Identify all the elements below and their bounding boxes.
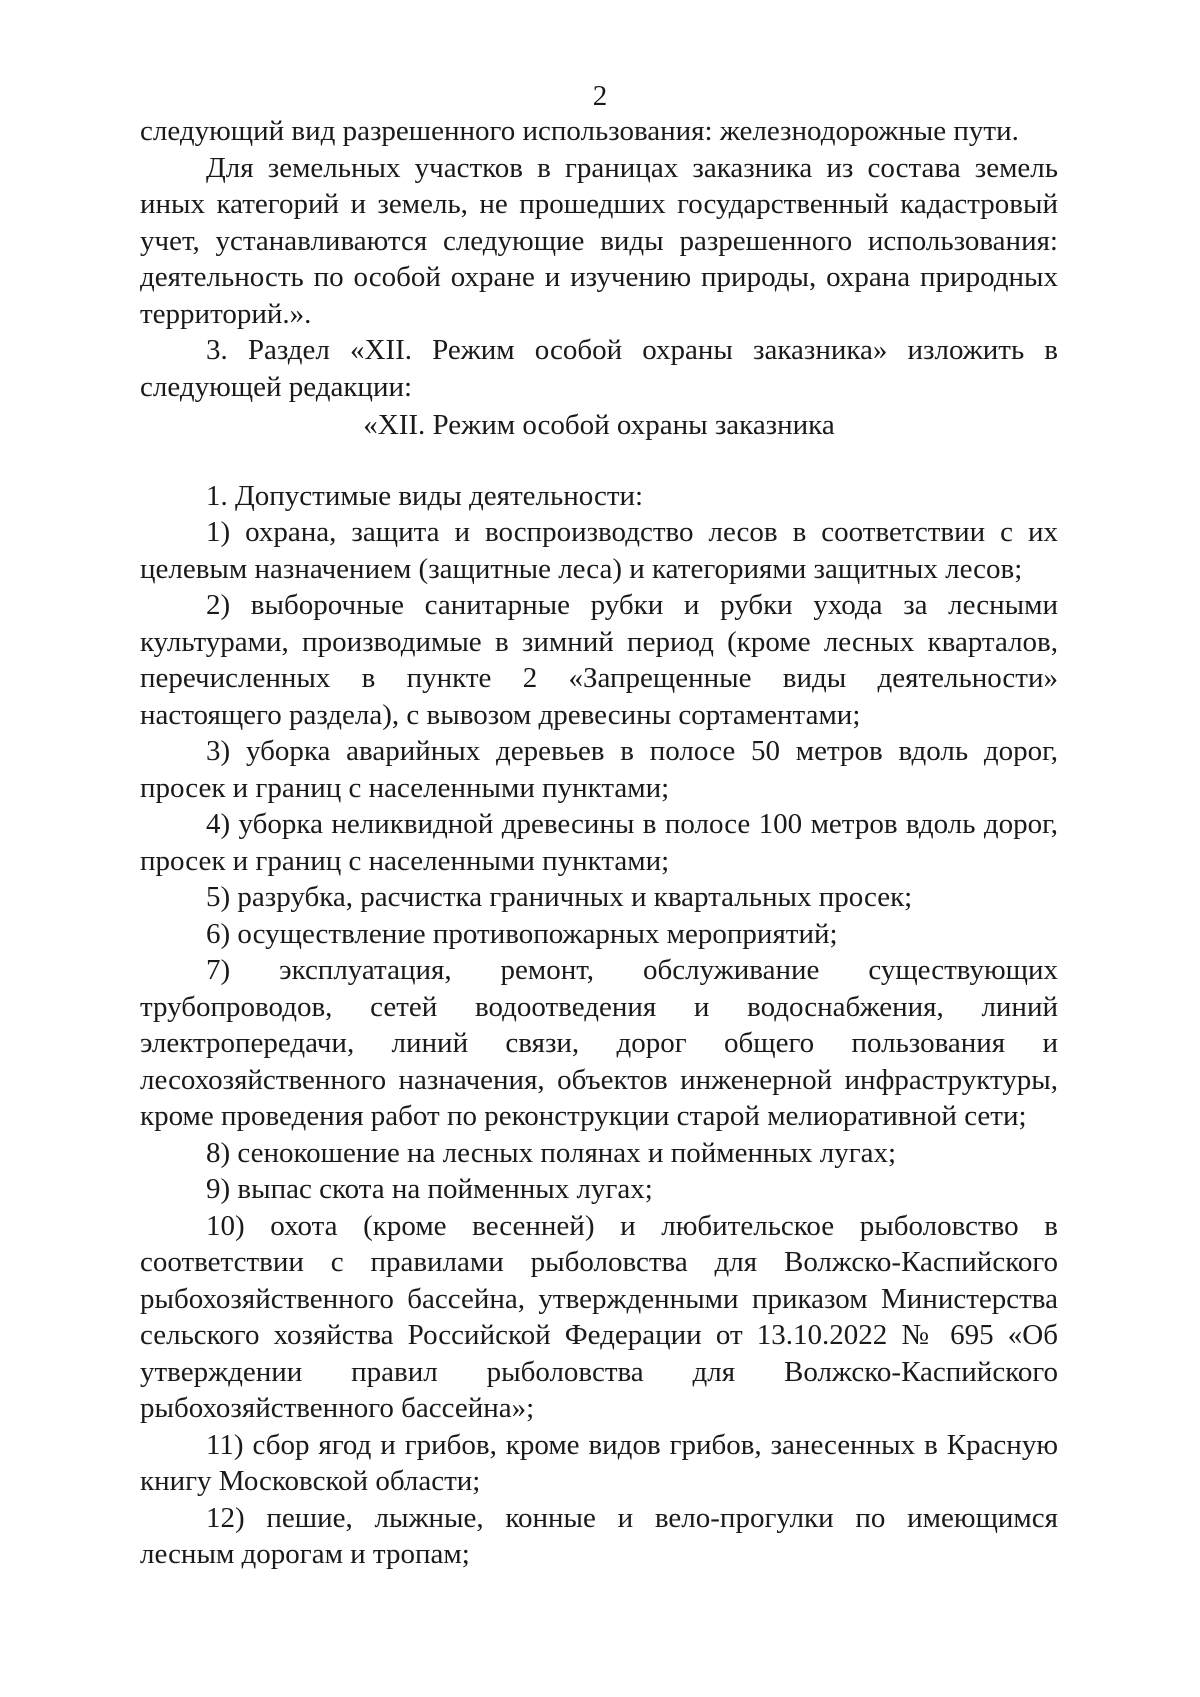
paragraph-continuation: следующий вид разрешенного использования: железнодорожные пути. [140, 115, 1019, 147]
paragraph-allowed-activities: 1. Допустимые виды деятельности: [206, 479, 644, 512]
list-item-8: 8) сенокошение на лесных полянах и пойменных лугах; [206, 1136, 897, 1169]
list-item-5: 5) разрубка, расчистка граничных и квартальных просек; [206, 881, 913, 913]
paragraph-section-3: 3. Раздел «XII. Режим особой охраны заказника» изложить в следующей редакции: [140, 334, 1058, 403]
list-item-6: 6) осуществление противопожарных мероприятий; [206, 917, 838, 950]
paragraph-land-plots: Для земельных участков в границах заказника из состава земель иных категорий и земель, не прошедших государственный кадастровый учет, устанавливаются следующие виды разрешенного использования: деятельность по особой охране и изучению природы, охрана природных территорий.». [140, 151, 1058, 330]
page-number: 2 [592, 80, 608, 112]
list-item-10: 10) охота (кроме весенней) и любительское рыболовство в соответствии с правилами рыболовства для Волжско-Каспийского рыбохозяйственного бассейна, утвержденными приказом Министерства сельского хозяйства Российской Федерации от 13.10.2022 № 695 «Об утверждении правил рыболовства для Волжско-Каспийского рыбохозяйственного бассейна»; [140, 1209, 1058, 1424]
list-item-3: 3) уборка аварийных деревьев в полосе 50 метров вдоль дорог, просек и границ с населенными пунктами; [140, 735, 1058, 804]
document-body [140, 113, 1058, 1573]
list-item-4: 4) уборка неликвидной древесины в полосе 100 метров вдоль дорог, просек и границ с населенными пунктами; [140, 808, 1058, 877]
list-item-9: 9) выпас скота на пойменных лугах; [206, 1173, 653, 1205]
list-item-2: 2) выборочные санитарные рубки и рубки ухода за лесными культурами, производимые в зимний период (кроме лесных кварталов, перечисленных в пункте 2 «Запрещенные виды деятельности» настоящего раздела), с вывозом древесины сортаментами; [140, 589, 1058, 731]
section-heading: «XII. Режим особой охраны заказника [363, 409, 835, 441]
list-item-1: 1) охрана, защита и воспроизводство лесов в соответствии с их целевым назначением (защитные леса) и категориями защитных лесов; [140, 516, 1058, 585]
list-item-7: 7) эксплуатация, ремонт, обслуживание существующих трубопроводов, сетей водоотведения и водоснабжения, линий электропередачи, линий связи, дорог общего пользования и лесохозяйственного назначения, объектов инженерной инфраструктуры, кроме проведения работ по реконструкции старой мелиоративной сети; [140, 954, 1058, 1132]
list-item-11: 11) сбор ягод и грибов, кроме видов грибов, занесенных в Красную книгу Московской области; [140, 1428, 1058, 1497]
list-item-12: 12) пешие, лыжные, конные и вело-прогулки по имеющимся лесным дорогам и тропам; [140, 1501, 1058, 1570]
